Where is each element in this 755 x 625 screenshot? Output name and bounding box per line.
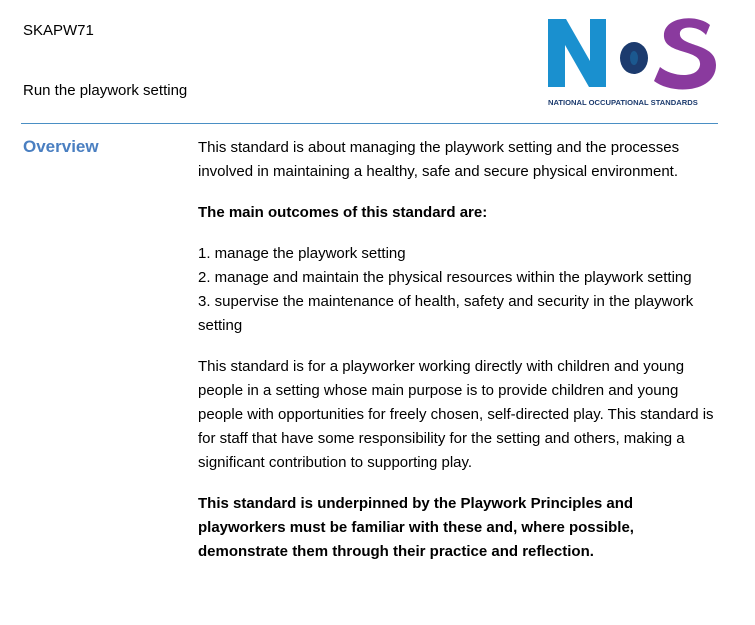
nos-logo xyxy=(546,15,718,110)
outcome-item: 2. manage and maintain the physical resources within the playwork setting xyxy=(198,269,692,286)
audience-paragraph: This standard is for a playworker working directly with children and young people in a setting whose main purpose is to provide children and young people with opportunities for freely chosen, self-directed play. This standard is for staff that have some responsibility for the setting and others, making a significant contribution to supporting play. xyxy=(198,358,714,471)
standard-code: SKAPW71 xyxy=(23,22,94,39)
principles-paragraph: This standard is underpinned by the Playwork Principles and playworkers must be familiar with these and, where possible, demonstrate them through their practice and reflection. xyxy=(198,495,634,560)
overview-intro: This standard is about managing the playwork setting and the processes involved in maintaining a healthy, safe and secure physical environment. xyxy=(198,139,680,180)
outcome-item: 3. supervise the maintenance of health, safety and security in the playwork setting xyxy=(198,293,694,334)
outcomes-heading: The main outcomes of this standard are: xyxy=(198,204,488,221)
standard-title: Run the playwork setting xyxy=(23,82,188,99)
overview-content xyxy=(198,136,723,564)
header-divider xyxy=(21,123,718,124)
outcomes-list xyxy=(198,242,723,338)
logo-letter-s xyxy=(654,18,716,89)
outcome-item: 1. manage the playwork setting xyxy=(198,245,406,262)
logo-caption: NATIONAL OCCUPATIONAL STANDARDS xyxy=(548,98,698,107)
section-label-overview: Overview xyxy=(23,137,99,156)
logo-letter-n xyxy=(548,19,606,87)
